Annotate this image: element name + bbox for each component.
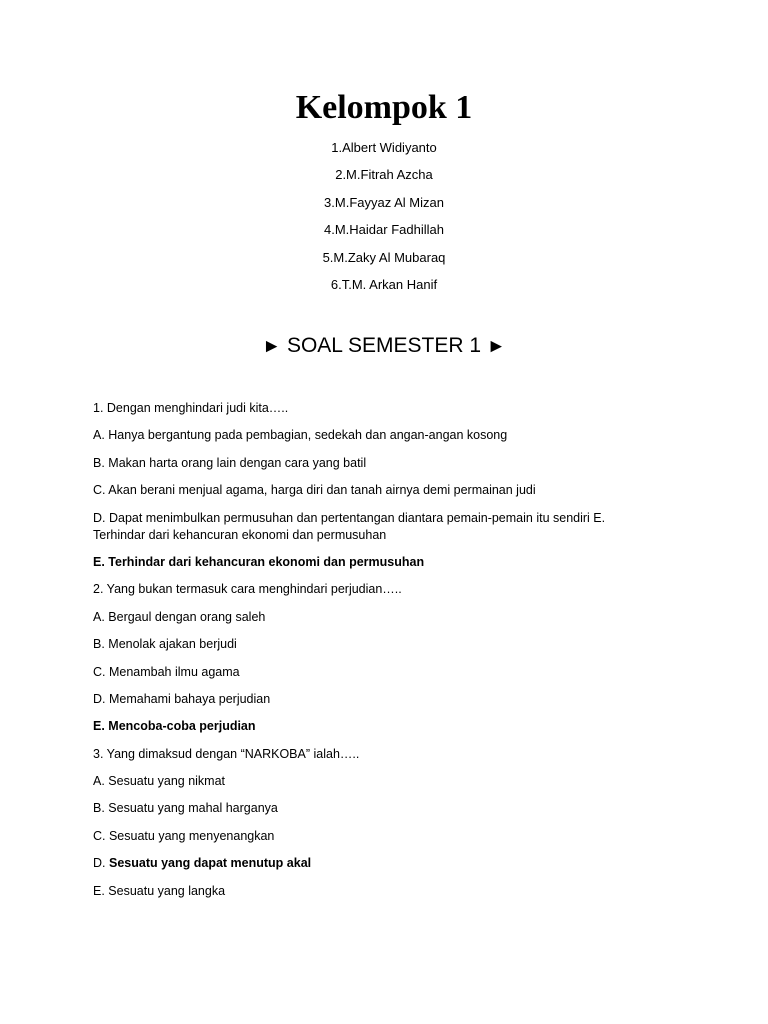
answer-option: E. Sesuatu yang langka	[93, 883, 226, 898]
answer-option: A. Hanya bergantung pada pembagian, sedekah dan angan-angan kosong	[93, 428, 508, 443]
member-item: 1.Albert Widiyanto	[331, 140, 437, 155]
right-arrow-icon: ►	[486, 336, 506, 357]
correct-answer-option: E. Mencoba-coba perjudian	[93, 719, 256, 734]
answer-option: B. Menolak ajakan berjudi	[93, 637, 237, 652]
answer-option: A. Bergaul dengan orang saleh	[93, 609, 266, 624]
answer-option: B. Makan harta orang lain dengan cara yang batil	[93, 455, 367, 470]
page-title: Kelompok 1	[295, 89, 473, 126]
answer-option: A. Sesuatu yang nikmat	[93, 774, 226, 789]
question-text: 3. Yang dimaksud dengan “NARKOBA” ialah…..	[93, 746, 360, 761]
answer-option: C. Sesuatu yang menyenangkan	[93, 828, 275, 843]
answer-option: D. Memahami bahaya perjudian	[93, 691, 271, 706]
correct-answer-option	[93, 855, 653, 872]
right-arrow-icon: ►	[262, 336, 282, 357]
question-text: 2. Yang bukan termasuk cara menghindari perjudian…..	[93, 582, 402, 597]
member-item: 2.M.Fitrah Azcha	[335, 167, 433, 183]
answer-option: D. Dapat menimbulkan permusuhan dan pertentangan diantara pemain-pemain itu sendiri E. Terhindar dari kehancuran ekonomi dan permusuhan	[93, 510, 606, 542]
option-prefix: D.	[93, 856, 109, 871]
section-heading	[0, 331, 768, 362]
member-item: 6.T.M. Arkan Hanif	[330, 276, 438, 292]
question-text: 1. Dengan menghindari judi kita…..	[93, 401, 289, 415]
member-item: 4.M.Haidar Fadhillah	[324, 222, 444, 238]
member-item: 3.M.Fayyaz Al Mizan	[324, 194, 444, 210]
correct-answer-option: E. Terhindar dari kehancuran ekonomi dan permusuhan	[93, 554, 425, 569]
member-list	[0, 139, 768, 303]
section-label: SOAL SEMESTER 1	[286, 334, 482, 357]
member-item: 5.M.Zaky Al Mubaraq	[322, 249, 446, 265]
answer-option: B. Sesuatu yang mahal harganya	[93, 801, 278, 816]
question-list	[93, 400, 653, 910]
option-text: Sesuatu yang dapat menutup akal	[108, 856, 312, 871]
answer-option: C. Akan berani menjual agama, harga diri dan tanah airnya demi permainan judi	[93, 483, 536, 498]
answer-option: C. Menambah ilmu agama	[93, 664, 240, 679]
